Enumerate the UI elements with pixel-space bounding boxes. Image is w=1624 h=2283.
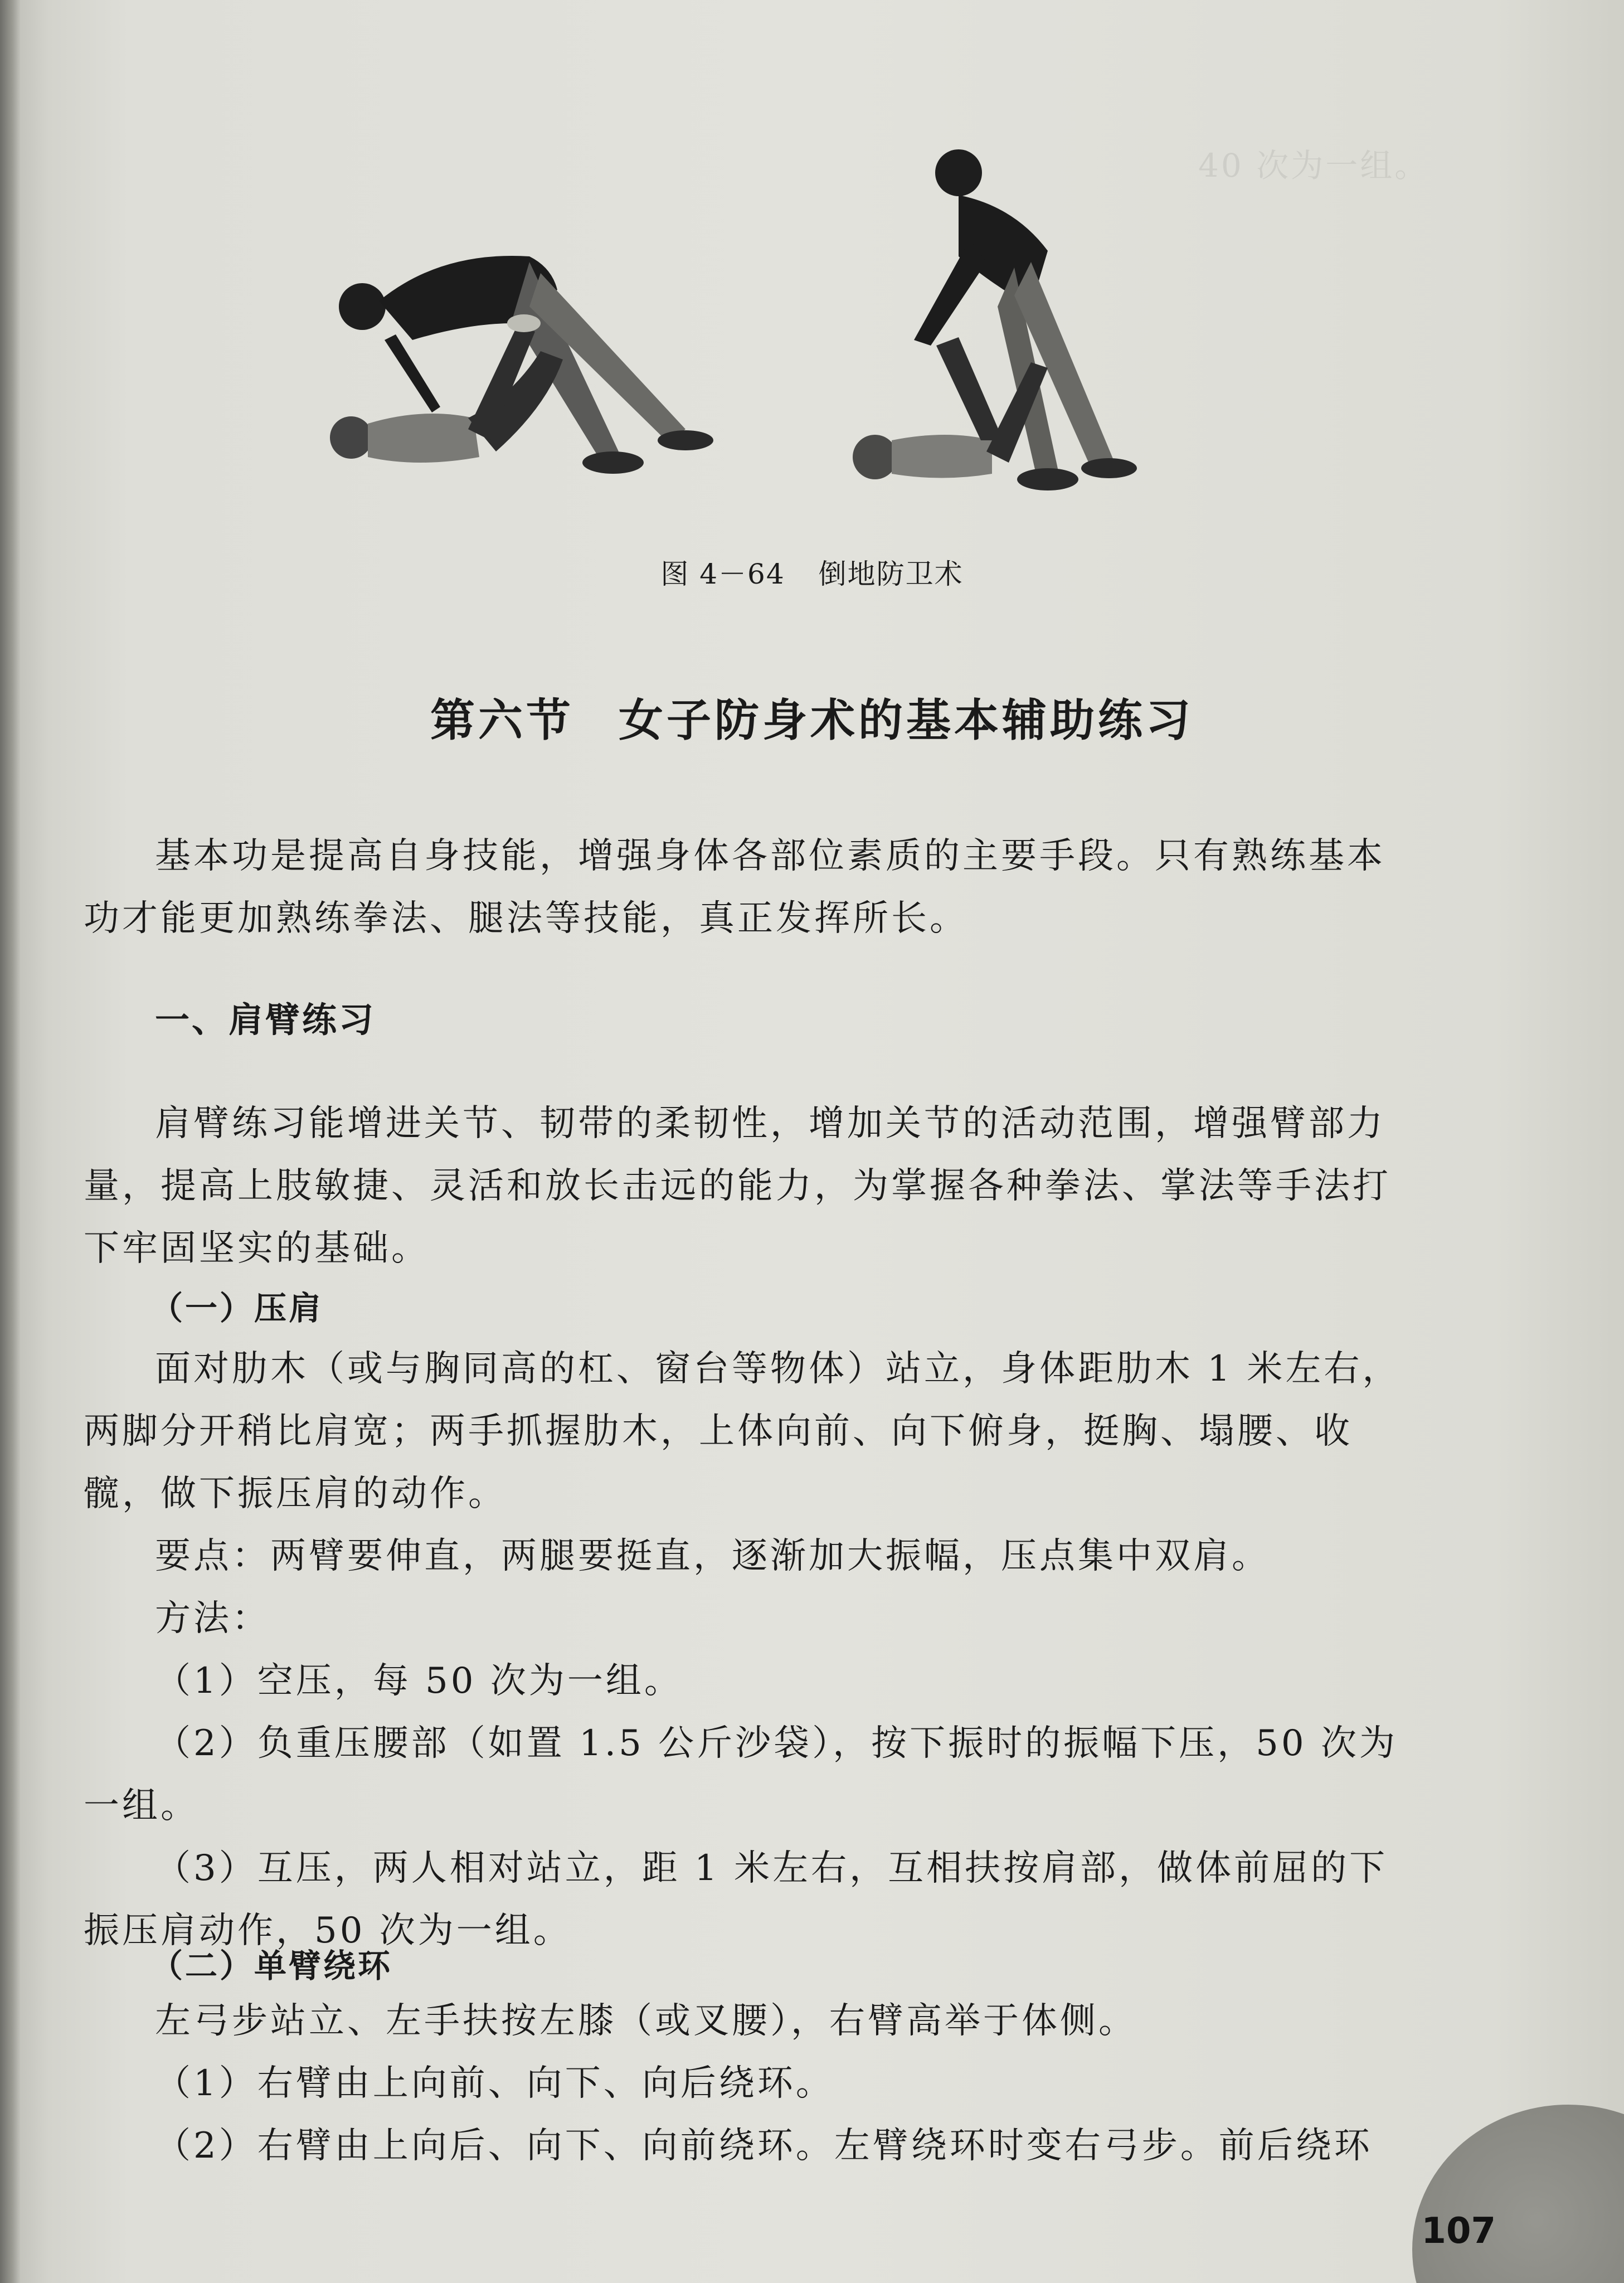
photo-illustration (847, 139, 1193, 496)
bleed-through-text: 40 次为一组。 (1198, 147, 1429, 184)
sub1-body (84, 1338, 1421, 1962)
method-item: （1）空压，每 50 次为一组。 (155, 1660, 683, 1702)
page-corner-shadow (1412, 2105, 1624, 2283)
text-line: 基本功是提高自身技能，增强身体各部位素质的主要手段。只有熟练基本 (155, 836, 1385, 877)
sub2-body (84, 1990, 1421, 2177)
photo-defense-on-ground-2 (847, 139, 1193, 496)
photo-defense-on-ground-1 (329, 139, 719, 496)
text-line: 两脚分开稍比肩宽；两手抓握肋木，上体向前、向下俯身，挺胸、塌腰、收 (84, 1411, 1353, 1452)
photo-illustration (329, 139, 719, 496)
method-item-continued: 一组。 (84, 1785, 199, 1827)
subheading-press-shoulder: （一）压肩 (150, 1289, 324, 1327)
page-binding-edge (0, 0, 21, 2283)
text-line: （2）右臂由上向后、向下、向前绕环。左臂绕环时变右弓步。前后绕环 (155, 2125, 1373, 2167)
method-item: （2）负重压腰部（如置 1.5 公斤沙袋），按下振时的振幅下压，50 次为 (155, 1723, 1398, 1764)
text-line: 面对肋木（或与胸同高的杠、窗台等物体）站立，身体距肋木 1 米左右， (155, 1348, 1401, 1390)
method-item-continued: 振压肩动作，50 次为一组。 (84, 1910, 572, 1951)
text-line: 功才能更加熟练拳法、腿法等技能，真正发挥所长。 (84, 898, 968, 939)
figure-caption-text: 倒地防卫术 (818, 558, 964, 590)
page-number: 107 (1421, 2211, 1496, 2252)
method-label: 方法： (155, 1598, 270, 1639)
figure-caption (0, 552, 1624, 592)
text-line: （1）右臂由上向前、向下、向后绕环。 (155, 2063, 834, 2104)
part1-paragraph (84, 1092, 1421, 1280)
section-title-text: 女子防身术的基本辅助练习 (619, 694, 1194, 746)
text-line: 肩臂练习能增进关节、韧带的柔韧性，增加关节的活动范围，增强臂部力 (155, 1103, 1385, 1144)
part-heading-shoulder-arm: 一、肩臂练习 (155, 999, 376, 1040)
section-title (0, 684, 1624, 749)
figure-number: 图 4－64 (660, 558, 785, 590)
text-line: 量，提高上肢敏捷、灵活和放长击远的能力，为掌握各种拳法、掌法等手法打 (84, 1165, 1391, 1207)
text-line: 左弓步站立、左手扶按左膝（或叉腰），右臂高举于体侧。 (155, 2000, 1137, 2042)
subheading-single-arm-circle: （二）单臂绕环 (150, 1947, 393, 1985)
intro-paragraph (84, 825, 1421, 950)
key-points: 要点：两臂要伸直，两腿要挺直，逐渐加大振幅，压点集中双肩。 (155, 1536, 1270, 1577)
section-number: 第六节 (430, 694, 574, 746)
method-item: （3）互压，两人相对站立，距 1 米左右，互相扶按肩部，做体前屈的下 (155, 1848, 1388, 1889)
text-line: 下牢固坚实的基础。 (84, 1228, 430, 1269)
text-line: 髋，做下振压肩的动作。 (84, 1473, 507, 1514)
